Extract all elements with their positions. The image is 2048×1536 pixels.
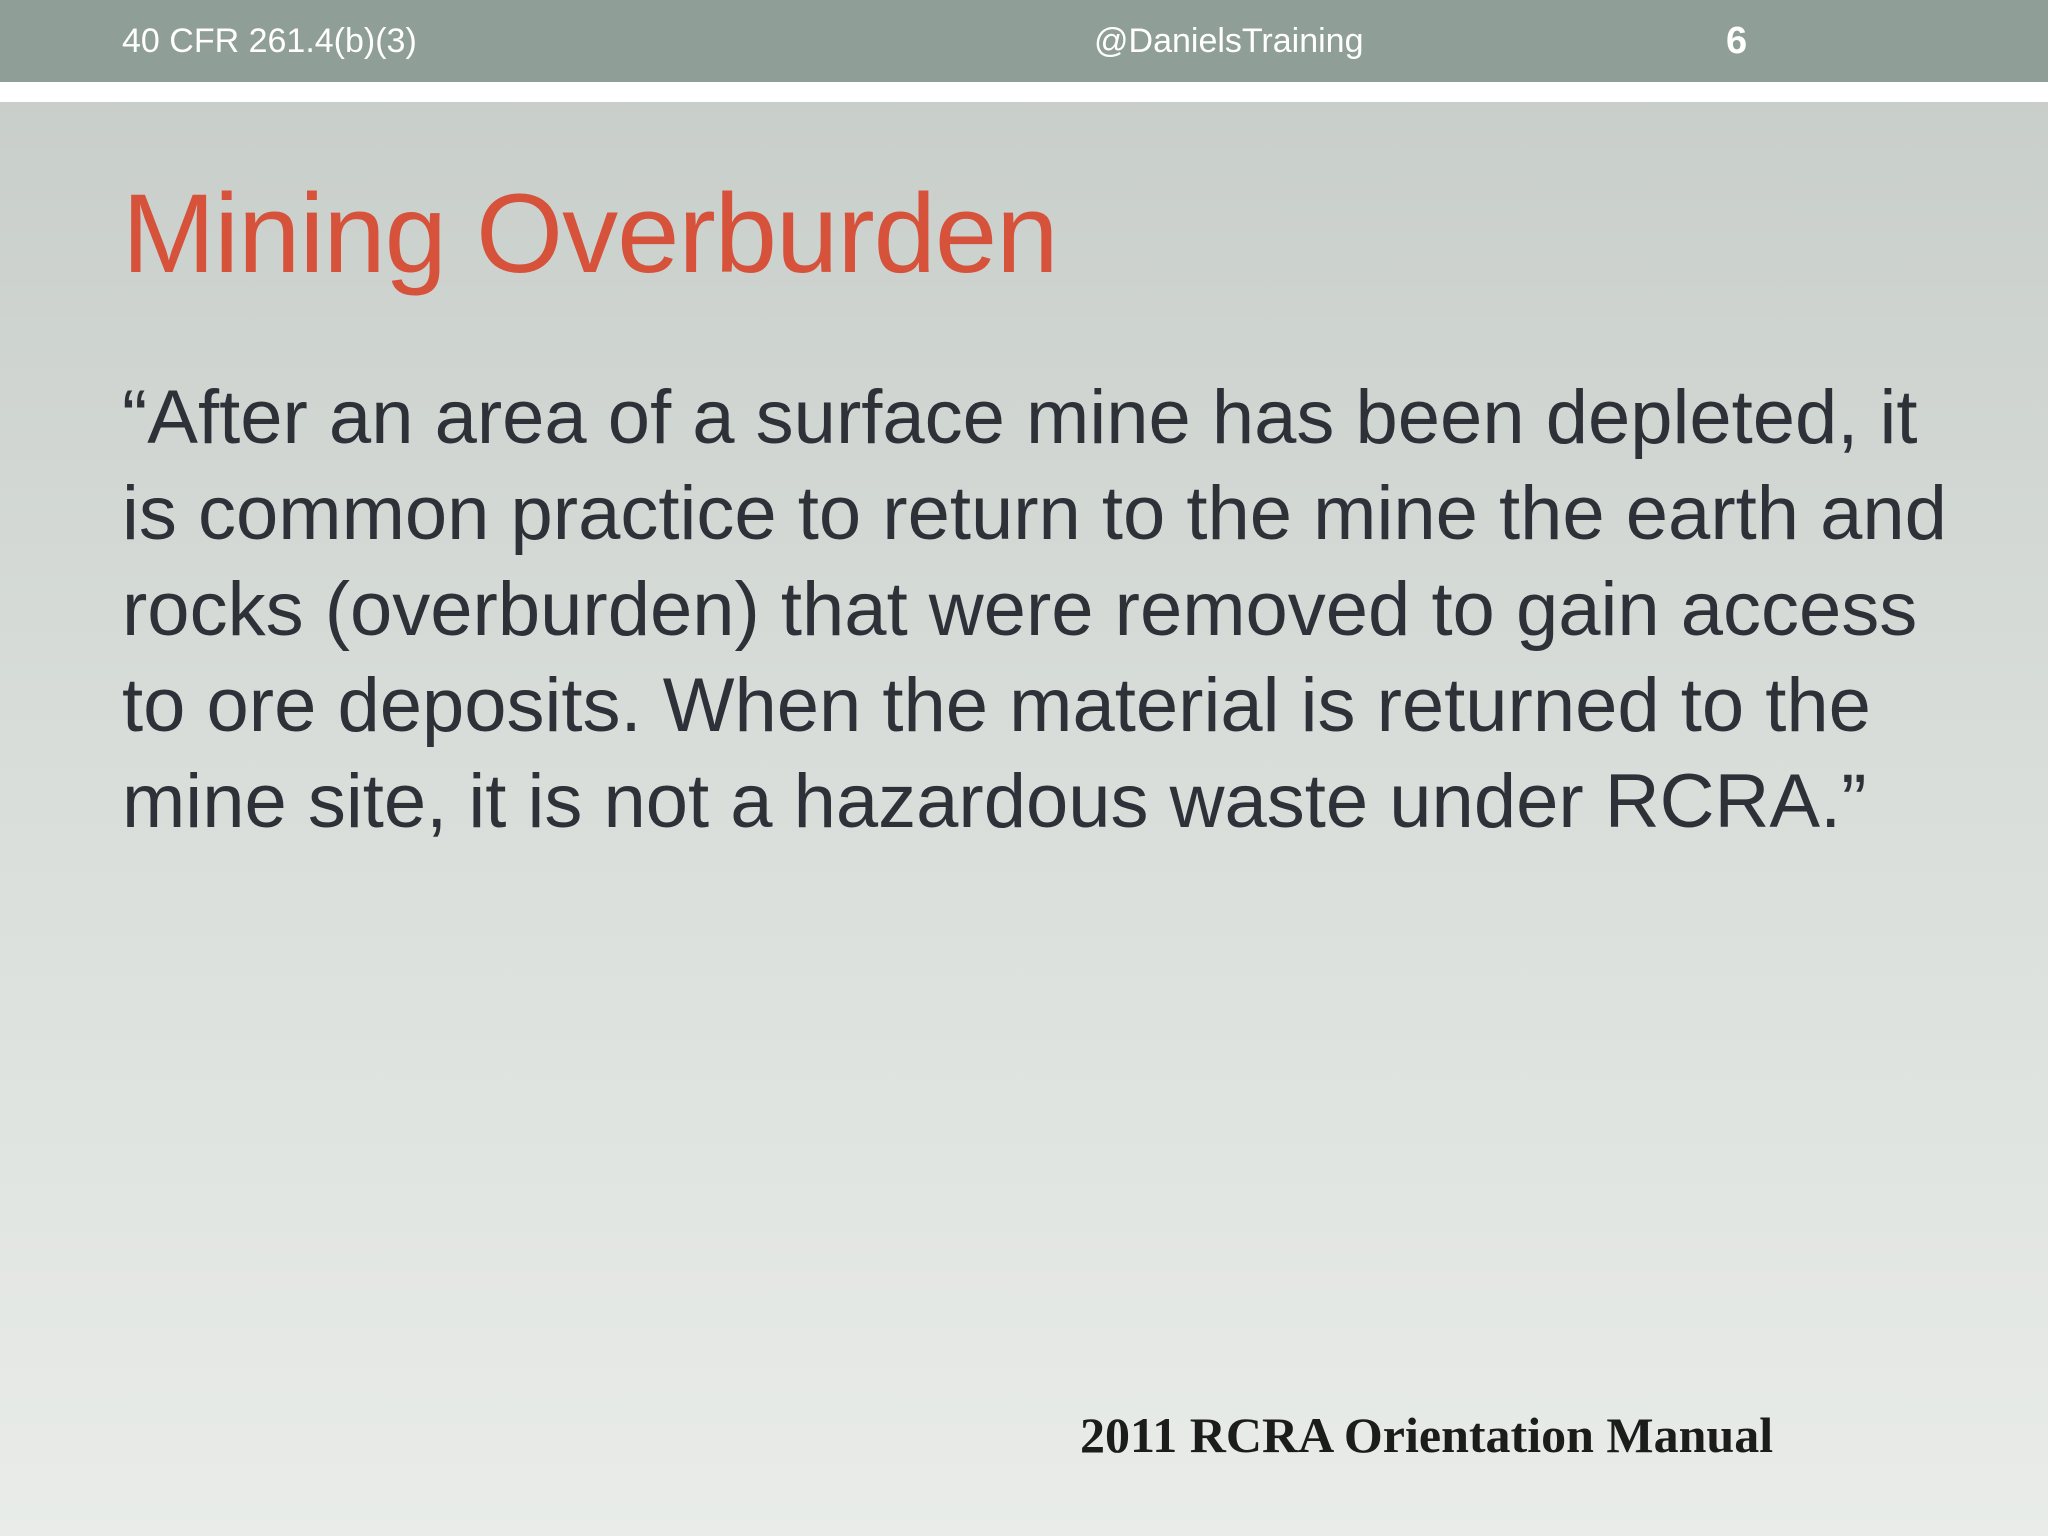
quote-text: “After an area of a surface mine has been depleted, it is common practice to return to the mine the earth and rocks (overburden) that were removed to gain access to ore deposits. When the material is returned to the mine site, it is not a hazardous waste under RCRA.”: [122, 375, 1947, 844]
twitter-handle: @DanielsTraining: [1094, 22, 1364, 60]
slide-number: 6: [1726, 20, 1748, 62]
source-citation: 2011 RCRA Orientation Manual: [1080, 1407, 1774, 1463]
slide-title: Mining Overburden: [122, 171, 1058, 296]
regulation-citation: 40 CFR 261.4(b)(3): [122, 22, 417, 60]
header-divider: [0, 82, 2048, 102]
